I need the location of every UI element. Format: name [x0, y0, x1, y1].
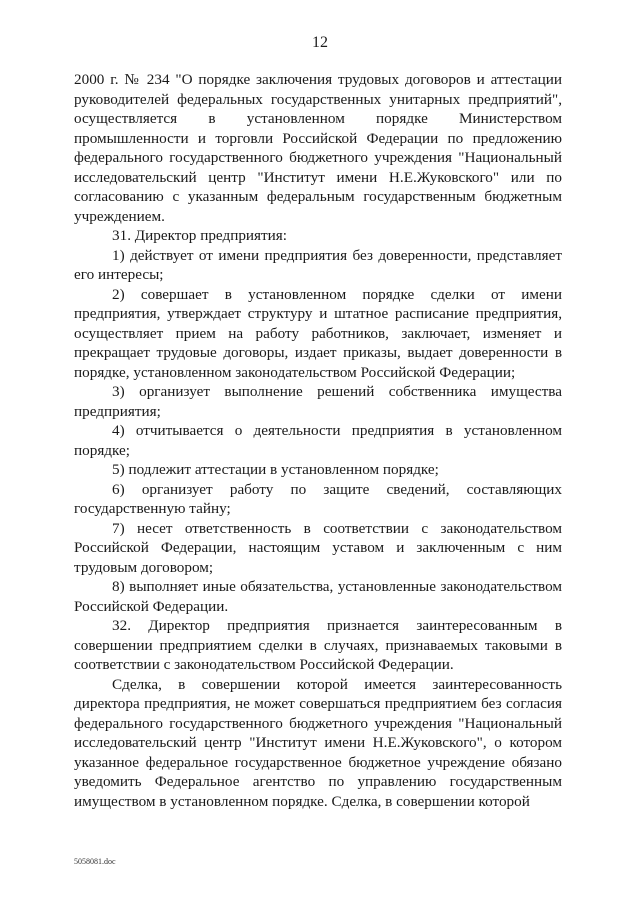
paragraph: 1) действует от имени предприятия без доверенности, представляет его интересы; [74, 246, 562, 283]
paragraph: 31. Директор предприятия: [112, 227, 287, 244]
paragraph: 7) несет ответственность в соответствии с законодательством Российской Федерации, настоящим уставом и заключенным с ним трудовым договором; [74, 519, 562, 576]
footer-code: 5058081.doc [74, 857, 116, 866]
paragraph: 5) подлежит аттестации в установленном порядке; [112, 461, 439, 478]
page-number: 12 [312, 34, 328, 51]
paragraph: 6) организует работу по защите сведений, составляющих государственную тайну; [74, 480, 562, 517]
paragraph: 3) организует выполнение решений собственника имущества предприятия; [74, 383, 562, 420]
paragraph: 2) совершает в установленном порядке сделки от имени предприятия, утверждает структуру и штатное расписание предприятия, осуществляет прием на работу работников, заключает, изменяет и прекращает трудовые договоры, издает приказы, выдает доверенности в порядке, установленном законодательством Российской Федерации; [74, 285, 562, 381]
body-text [74, 70, 562, 811]
paragraph: 2000 г. № 234 "О порядке заключения трудовых договоров и аттестации руководителей федеральных государственных унитарных предприятий", осуществляется в установленном порядке Министерством промышленности и торговли Российской Федерации по предложению федерального государственного бюджетного учреждения "Национальный исследовательский центр "Институт имени Н.Е.Жуковского" или по согласованию с указанным федеральным государственным бюджетным учреждением. [74, 71, 562, 225]
paragraph: 32. Директор предприятия признается заинтересованным в совершении предприятием сделки в случаях, признаваемых таковыми в соответствии с законодательством Российской Федерации. [74, 617, 562, 673]
paragraph: Сделка, в совершении которой имеется заинтересованность директора предприятия, не может совершаться предприятием без согласия федерального государственного бюджетного учреждения "Национальный исследовательский центр "Институт имени Н.Е.Жуковского", о котором указанное федеральное государственное бюджетное учреждение обязано уведомить Федеральное агентство по управлению государственным имуществом в установленном порядке. Сделка, в совершении которой [74, 675, 562, 810]
paragraph: 4) отчитывается о деятельности предприятия в установленном порядке; [74, 422, 562, 459]
paragraph: 8) выполняет иные обязательства, установленные законодательством Российской Федерации. [74, 578, 562, 615]
